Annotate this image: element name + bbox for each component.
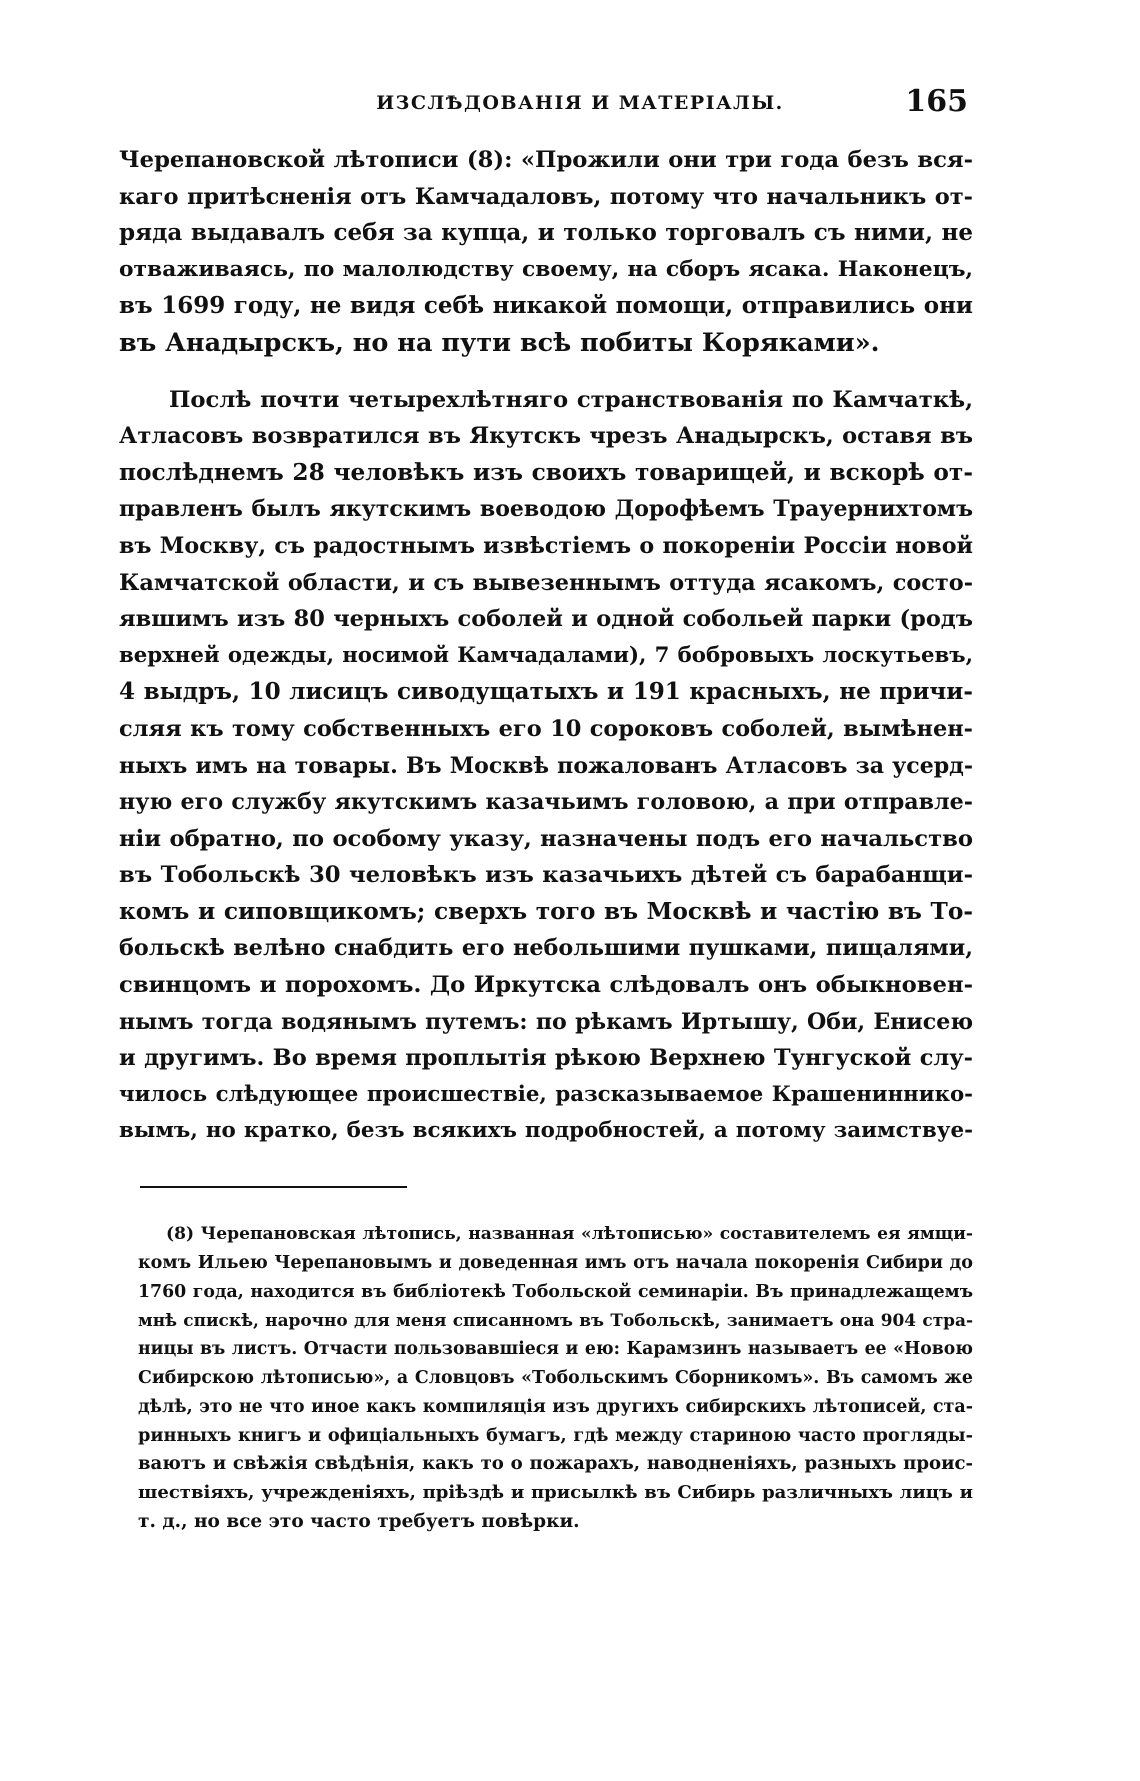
text-line: явшимъ изъ 80 черныхъ соболей и одной собольей парки (родъ xyxy=(119,606,973,633)
text-line: нымъ тогда водянымъ путемъ: по рѣкамъ Иртышу, Оби, Енисею xyxy=(119,1008,973,1035)
text-line: отваживаясь, по малолюдству своему, на сборъ ясака. Наконецъ, xyxy=(119,256,973,282)
text-line: Черепановской лѣтописи (8): «Прожили они три года безъ вся- xyxy=(119,147,973,173)
footnote xyxy=(138,1220,973,1537)
footnote-line: т. д., но все это часто требуетъ повѣрки. xyxy=(138,1510,580,1532)
text-line: ную его службу якутскимъ казачьимъ головою, а при отправле- xyxy=(119,789,973,816)
text-line: въ Тобольскѣ 30 человѣкъ изъ казачьихъ дѣтей съ барабанщи- xyxy=(119,862,973,889)
footnote-line: ринныхъ книгъ и офиціальныхъ бумагъ, гдѣ между стариною часто прогляды- xyxy=(138,1424,973,1446)
text-line: въ Москву, съ радостнымъ извѣстіемъ о покореніи Россіи новой xyxy=(119,532,973,559)
text-line: послѣднемъ 28 человѣкъ изъ своихъ товарищей, и вскорѣ от- xyxy=(119,458,973,486)
text-line: чилось слѣдующее происшествіе, разсказываемое Крашениннико- xyxy=(119,1081,973,1107)
footnote-line: (8) Черепановская лѣтопись, названная «лѣтописью» составителемъ ея ямщи- xyxy=(166,1224,973,1244)
footnote-line: мнѣ спискѣ, нарочно для меня списанномъ въ Тобольскѣ, занимаетъ она 904 стра- xyxy=(138,1310,973,1331)
text-line: Послѣ почти четырехлѣтняго странствованія по Камчаткѣ, xyxy=(169,386,973,413)
text-line: свинцомъ и порохомъ. До Иркутска слѣдовалъ онъ обыкновен- xyxy=(119,972,973,999)
footnote-line: дѣлѣ, это не что иное какъ компиляція изъ другихъ сибирскихъ лѣтописей, ста- xyxy=(138,1396,973,1417)
page-number: 165 xyxy=(905,84,968,119)
text-line: сляя къ тому собственныхъ его 10 сороковъ соболей, вымѣнен- xyxy=(119,715,973,742)
main-text xyxy=(119,142,973,1150)
footnote-line: комъ Ильею Черепановымъ и доведенная имъ отъ начала покоренія Сибири до xyxy=(138,1252,973,1273)
text-line: въ Анадырскъ, но на пути всѣ побиты Коряками». xyxy=(119,327,880,358)
paragraph xyxy=(119,142,973,362)
footnote-line: Сибирскою лѣтописью», а Словцовъ «Тобольскимъ Сборникомъ». Въ самомъ же xyxy=(138,1367,973,1388)
footnote-line: шествіяхъ, учрежденіяхъ, пріѣздѣ и присылкѣ въ Сибирь различныхъ лицъ и xyxy=(138,1482,973,1504)
text-line: больскѣ велѣно снабдить его небольшими пушками, пищалями, xyxy=(119,935,973,962)
paragraph-gap xyxy=(119,362,973,382)
text-line: и другимъ. Во время проплытія рѣкою Верхнею Тунгуской слу- xyxy=(119,1045,973,1072)
text-line: въ 1699 году, не видя себѣ никакой помощи, отправились они xyxy=(119,292,973,320)
footnote-rule xyxy=(140,1186,407,1188)
footnote-line: ницы въ листъ. Отчасти пользовавшіеся и ею: Карамзинъ называетъ ее «Новою xyxy=(138,1339,973,1360)
text-line: ніи обратно, по особому указу, назначены подъ его начальство xyxy=(119,825,973,852)
text-line: вымъ, но кратко, безъ всякихъ подробностей, а потому заимствуе- xyxy=(119,1118,973,1144)
running-title: ИЗСЛѢДОВАНІЯ И МАТЕРІАЛЫ. xyxy=(376,92,784,114)
text-line: верхней одежды, носимой Камчадалами), 7 бобровыхъ лоскутьевъ, xyxy=(119,642,973,668)
paragraph xyxy=(119,382,973,1150)
text-line: 4 выдръ, 10 лисицъ сиводущатыхъ и 191 красныхъ, не причи- xyxy=(119,678,973,706)
text-line: правленъ былъ якутскимъ воеводою Дорофѣемъ Трауернихтомъ xyxy=(119,496,973,523)
text-line: каго притѣсненія отъ Камчадаловъ, потому что начальникъ от- xyxy=(119,183,973,210)
text-line: Атласовъ возвратился въ Якутскъ чрезъ Анадырскъ, оставя въ xyxy=(119,423,973,450)
text-line: комъ и сиповщикомъ; сверхъ того въ Москвѣ и частію въ То- xyxy=(119,897,973,925)
text-line: Камчатской области, и съ вывезеннымъ оттуда ясакомъ, состо- xyxy=(119,569,973,596)
text-line: ряда выдавалъ себя за купца, и только торговалъ съ ними, не xyxy=(119,219,973,247)
text-line: ныхъ имъ на товары. Въ Москвѣ пожалованъ Атласовъ за усерд- xyxy=(119,752,973,779)
footnote-line: ваютъ и свѣжія свѣдѣнія, какъ то о пожарахъ, наводненіяхъ, разныхъ проис- xyxy=(138,1453,973,1475)
footnote-line: 1760 года, находится въ библіотекѣ Тобольской семинаріи. Въ принадлежащемъ xyxy=(138,1281,973,1302)
